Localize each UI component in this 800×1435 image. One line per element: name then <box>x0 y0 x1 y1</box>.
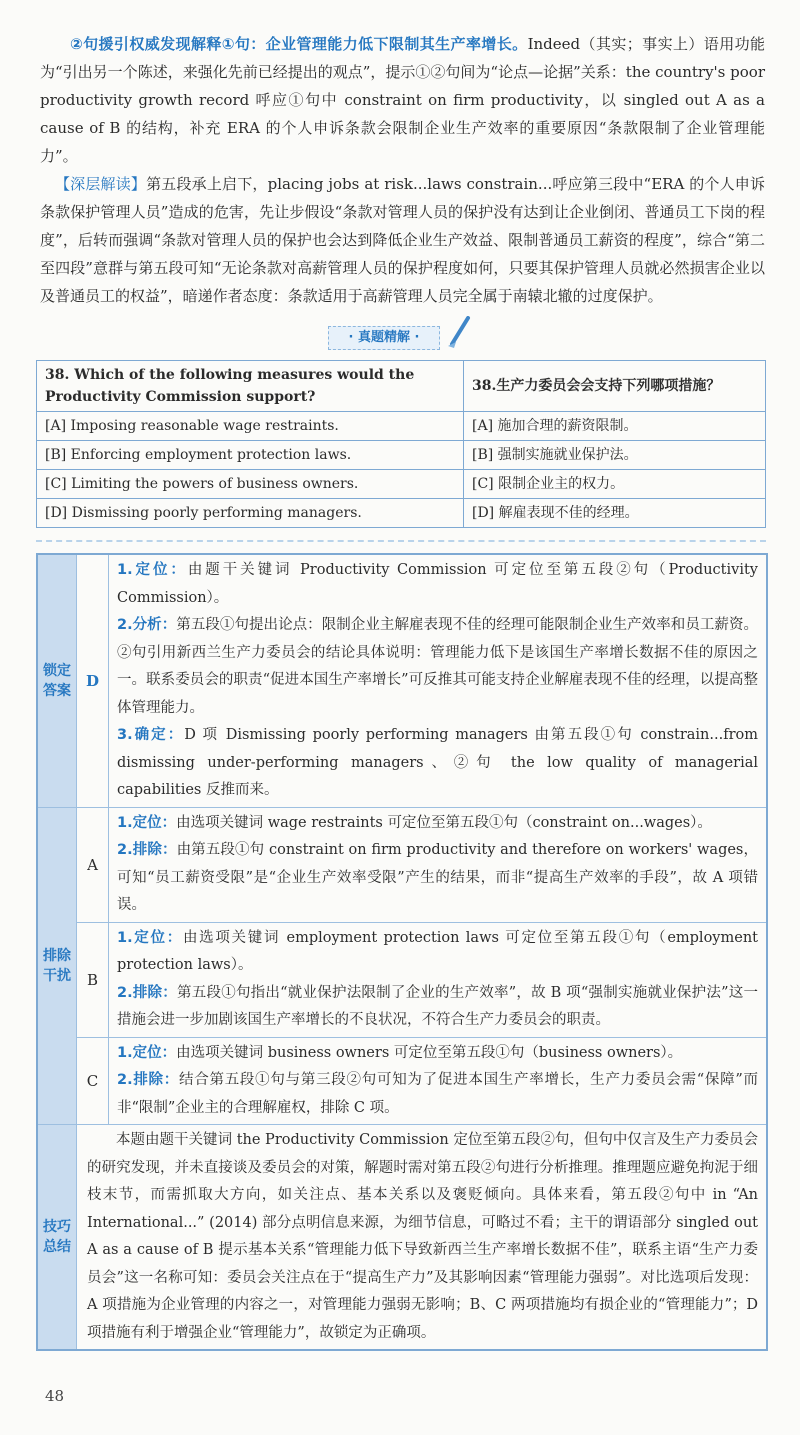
step-tag: 2.排除： <box>117 1072 180 1088</box>
analysis-box <box>36 553 768 1351</box>
step-text: 第五段①句提出论点：限制企业主解雇表现不佳的经理可能限制企业生产效率和员工薪资。②句引用新西兰生产力委员会的结论具体说明：管理能力低下是该国生产率增长数据不佳的原因之一。联系委员会的职责“促进本国生产率增长”可反推其可能支持企业解雇表现不佳的经理，以提高整体管理能力。 <box>117 617 758 716</box>
step-tag: 1.定位： <box>117 562 188 578</box>
question-table <box>36 360 766 528</box>
pen-icon <box>446 316 472 350</box>
option-en: [A] Imposing reasonable wage restraints. <box>37 412 464 441</box>
section-divider <box>36 540 766 542</box>
step-text: 由题干关键词 Productivity Commission 可定位至第五段②句（Productivity Commission）。 <box>117 562 758 606</box>
option-zh: [B] 强制实施就业保护法。 <box>464 441 766 470</box>
step-text: 由选项关键词 business owners 可定位至第五段①句（business owners）。 <box>176 1044 683 1061</box>
question-en: 38. Which of the following measures would the Productivity Commission support? <box>37 361 464 412</box>
intro-lead: ②句援引权威发现解释①句：企业管理能力低下限制其生产率增长。 <box>70 35 528 53</box>
summary-text: 本题由题干关键词 the Productivity Commission 定位至第五段②句，但句中仅言及生产力委员会的研究发现，并未直接谈及委员会的对策，解题时需对第五段②句进行分析推理。推理题应避免拘泥于细枝末节，而需抓取大方向，如关注点、基本关系以及褒贬倾向。具体来看，第五段②句中 in “An International...” (2014) 部分点明信息来源，为细节信息，可略过不看；主干的谓语部分 singled out A as a cause of B 提示基本关系“管理能力低下导致新西兰生产率增长数据不佳”，联系主语“生产力委员会”这一名称可知：委员会关注点在于“提高生产力”及其影响因素“管理能力强弱”。对比选项后发现：A 项措施为企业管理的内容之一，对管理能力强弱无影响；B、C 两项措施均有损企业的“管理能力”；D 项措施有利于增强企业“管理能力”，故锁定为正确项。 <box>76 1125 766 1349</box>
exclude-row <box>38 807 766 1125</box>
step-tag: 2.排除： <box>117 842 177 858</box>
lock-answer-content <box>109 555 766 807</box>
step-text: 由选项关键词 wage restraints 可定位至第五段①句（constraint on...wages）。 <box>176 814 712 831</box>
option-zh: [A] 施加合理的薪资限制。 <box>464 412 766 441</box>
option-letter: B <box>76 923 109 1037</box>
deep-reading-paragraph <box>40 170 765 310</box>
question-zh: 38.生产力委员会会支持下列哪项措施？ <box>464 361 766 412</box>
step-text: 由选项关键词 employment protection laws 可定位至第五段①句（employment protection laws）。 <box>117 929 758 973</box>
page-number: 48 <box>45 1387 65 1405</box>
step-tag: 1.定位： <box>117 814 177 831</box>
option-en: [C] Limiting the powers of business owners. <box>37 470 464 499</box>
banner-row <box>36 316 764 350</box>
option-zh: [D] 解雇表现不佳的经理。 <box>464 499 766 528</box>
section-banner: · 真题精解 · <box>328 326 440 350</box>
step-tag: 2.分析： <box>117 617 177 633</box>
option-en: [B] Enforcing employment protection laws. <box>37 441 464 470</box>
deep-reading-tag: 【深层解读】 <box>55 175 147 193</box>
summary-row <box>38 1124 766 1349</box>
option-letter: A <box>76 808 109 922</box>
option-row <box>37 499 766 528</box>
summary-label: 技巧总结 <box>38 1125 76 1349</box>
exclude-option-a <box>76 808 766 922</box>
step-tag: 1.定位： <box>117 929 183 946</box>
exclude-label: 排除干扰 <box>38 808 76 1125</box>
exclude-option-b <box>76 922 766 1037</box>
step-tag: 1.定位： <box>117 1044 177 1061</box>
lock-answer-row <box>38 555 766 807</box>
step-text: 由第五段①句 constraint on firm productivity and therefore on workers' wages，可知“员工薪资受限”是“企业生产效率受限”产生的结果，而非“提高生产效率的手段”，故 A 项错误。 <box>117 842 758 913</box>
step-text: 第五段①句指出“就业保护法限制了企业的生产效率”，故 B 项“强制实施就业保护法”这一措施会进一步加剧该国生产率增长的不良状况，不符合生产力委员会的职责。 <box>117 984 758 1028</box>
lock-answer-label: 锁定答案 <box>38 555 76 807</box>
option-row <box>37 412 766 441</box>
deep-reading-body: 第五段承上启下，placing jobs at risk...laws constrain...呼应第三段中“ERA 的个人申诉条款保护管理人员”造成的危害，先让步假设“条款对管理人员的保护没有达到让企业倒闭、普通员工下岗的程度”，后转而强调“条款对管理人员的保护也会达到降低企业生产效益、限制普通员工薪资的程度”，综合“第二至四段”意群与第五段可知“无论条款对高薪管理人员的保护程度如何，只要其保护管理人员就必然损害企业以及普通员工的权益”，暗递作者态度：条款适用于高薪管理人员完全属于南辕北辙的过度保护。 <box>40 175 765 305</box>
exclude-option-c <box>76 1037 766 1125</box>
option-en: [D] Dismissing poorly performing managers. <box>37 499 464 528</box>
step-tag: 2.排除： <box>117 984 178 1001</box>
intro-body: Indeed（其实；事实上）语用功能为“引出另一个陈述，来强化先前已经提出的观点”，提示①②句间为“论点—论据”关系：the country's poor productivity growth record 呼应①句中 constraint on firm productivity，以 singled out A as a cause of B 的结构，补充 ERA 的个人申诉条款会限制企业生产效率的重要原因“条款限制了企业管理能力”。 <box>40 35 766 165</box>
question-row <box>37 361 766 412</box>
intro-paragraph-1 <box>40 30 765 170</box>
answer-letter: D <box>76 555 109 807</box>
step-tag: 3.确定： <box>117 727 185 743</box>
option-row <box>37 441 766 470</box>
option-letter: C <box>76 1038 109 1125</box>
step-text: 结合第五段①句与第三段②句可知为了促进本国生产率增长，生产力委员会需“保障”而非“限制”企业主的合理解雇权，排除 C 项。 <box>117 1072 758 1116</box>
option-zh: [C] 限制企业主的权力。 <box>464 470 766 499</box>
option-row <box>37 470 766 499</box>
step-text: D 项 Dismissing poorly performing managers 由第五段①句 constrain...from dismissing under-performing managers、②句 the low quality of managerial capabilities 反推而来。 <box>117 727 758 798</box>
